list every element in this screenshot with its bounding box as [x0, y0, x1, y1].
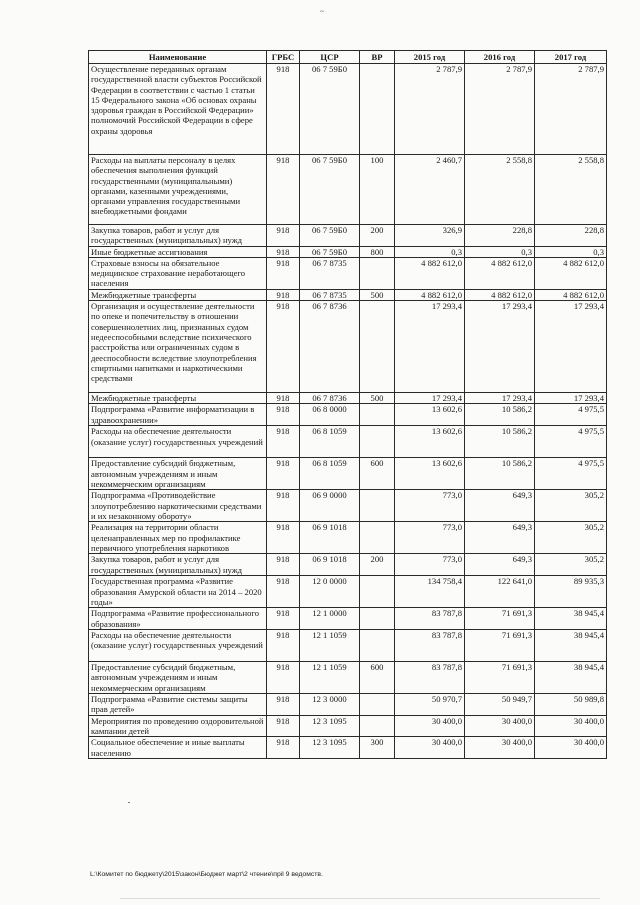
table-row — [89, 737, 607, 759]
cell-name: Осуществление переданных органам государственной власти субъектов Российской Федерации в соответствии с частью 1 статьи 15 Федерального закона «Об основах охраны здоровья граждан в Российской Федерации» полномочий Российской Федерации в сфере охраны здоровья — [89, 64, 267, 155]
cell-grbs: 918 — [267, 225, 300, 247]
cell-name: Расходы на обеспечение деятельности (оказание услуг) государственных учреждений — [89, 426, 267, 458]
table-row — [89, 64, 607, 155]
cell-vr — [360, 426, 395, 458]
table-row — [89, 662, 607, 694]
cell-2015: 326,9 — [395, 225, 465, 247]
cell-grbs: 918 — [267, 155, 300, 225]
cell-2017: 2 787,9 — [535, 64, 607, 155]
cell-csr: 12 3 1095 — [300, 737, 360, 759]
cell-csr: 12 1 1059 — [300, 630, 360, 662]
table-row — [89, 404, 607, 426]
table-row — [89, 554, 607, 576]
cell-vr: 800 — [360, 246, 395, 257]
cell-2017: 17 293,4 — [535, 301, 607, 393]
cell-2016: 10 586,2 — [465, 404, 535, 426]
cell-grbs: 918 — [267, 522, 300, 554]
cell-csr: 06 7 59Б0 — [300, 155, 360, 225]
cell-csr: 06 8 1059 — [300, 426, 360, 458]
cell-grbs: 918 — [267, 301, 300, 393]
cell-grbs: 918 — [267, 426, 300, 458]
cell-2015: 13 602,6 — [395, 426, 465, 458]
cell-csr: 12 1 0000 — [300, 608, 360, 630]
cell-csr: 12 0 0000 — [300, 576, 360, 608]
cell-vr — [360, 257, 395, 289]
cell-vr — [360, 715, 395, 737]
table-row — [89, 289, 607, 300]
bottom-divider — [120, 898, 600, 899]
cell-name: Организация и осуществление деятельности по опеке и попечительству в отношении совершеннолетних лиц, признанных судом недееспособными вследствие психического расстройства или ограниченных судом в дееспособности вследствие злоупотребления спиртными напитками и наркотическими средствами — [89, 301, 267, 393]
cell-name: Подпрограмма «Развитие профессионального образования» — [89, 608, 267, 630]
table-row — [89, 257, 607, 289]
page-mark: ~ — [319, 7, 325, 16]
cell-2017: 4 975,5 — [535, 426, 607, 458]
cell-2015: 83 787,8 — [395, 630, 465, 662]
cell-name: Межбюджетные трансферты — [89, 289, 267, 300]
cell-name: Иные бюджетные ассигнования — [89, 246, 267, 257]
cell-grbs: 918 — [267, 554, 300, 576]
cell-2017: 30 400,0 — [535, 715, 607, 737]
cell-2016: 17 293,4 — [465, 301, 535, 393]
cell-grbs: 918 — [267, 694, 300, 716]
cell-csr: 06 7 59Б0 — [300, 225, 360, 247]
budget-table — [88, 50, 607, 759]
cell-name: Реализация на территории области целенаправленных мер по профилактике первичного употребления наркотиков — [89, 522, 267, 554]
cell-2015: 2 460,7 — [395, 155, 465, 225]
cell-grbs: 918 — [267, 246, 300, 257]
cell-2017: 4 975,5 — [535, 404, 607, 426]
cell-grbs: 918 — [267, 64, 300, 155]
table-row — [89, 522, 607, 554]
cell-2017: 0,3 — [535, 246, 607, 257]
cell-2017: 4 882 612,0 — [535, 257, 607, 289]
cell-2015: 4 882 612,0 — [395, 257, 465, 289]
cell-2015: 773,0 — [395, 490, 465, 522]
cell-2017: 38 945,4 — [535, 608, 607, 630]
cell-2016: 122 641,0 — [465, 576, 535, 608]
stray-mark — [128, 802, 130, 803]
cell-2016: 30 400,0 — [465, 737, 535, 759]
cell-2015: 83 787,8 — [395, 608, 465, 630]
cell-name: Расходы на обеспечение деятельности (оказание услуг) государственных учреждений — [89, 630, 267, 662]
cell-2015: 83 787,8 — [395, 662, 465, 694]
cell-2015: 30 400,0 — [395, 737, 465, 759]
table-row — [89, 490, 607, 522]
table-row — [89, 630, 607, 662]
table-row — [89, 694, 607, 716]
cell-2016: 649,3 — [465, 522, 535, 554]
table-row — [89, 301, 607, 393]
header-vr: ВР — [360, 51, 395, 64]
cell-vr — [360, 608, 395, 630]
cell-grbs: 918 — [267, 257, 300, 289]
cell-2017: 305,2 — [535, 522, 607, 554]
cell-csr: 06 9 1018 — [300, 522, 360, 554]
cell-csr: 06 8 1059 — [300, 458, 360, 490]
cell-name: Подпрограмма «Противодействие злоупотреблению наркотическими средствами и их незаконному обороту» — [89, 490, 267, 522]
cell-vr: 600 — [360, 662, 395, 694]
cell-vr: 200 — [360, 554, 395, 576]
cell-2015: 773,0 — [395, 522, 465, 554]
table-header-row — [89, 51, 607, 64]
cell-csr: 06 7 8736 — [300, 301, 360, 393]
cell-vr: 300 — [360, 737, 395, 759]
cell-name: Расходы на выплаты персоналу в целях обеспечения выполнения функций государственными (муниципальными) органами, казенными учреждениями, органами управления государственными внебюджетными фондами — [89, 155, 267, 225]
cell-vr — [360, 694, 395, 716]
cell-2017: 2 558,8 — [535, 155, 607, 225]
cell-2017: 228,8 — [535, 225, 607, 247]
footer-file-path: L:\Комитет по бюджету\2015\закон\Бюджет март\2 чтение\прil 9 ведомств. — [90, 871, 323, 878]
cell-name: Подпрограмма «Развитие информатизации в здравоохранении» — [89, 404, 267, 426]
cell-2016: 17 293,4 — [465, 393, 535, 404]
cell-2016: 30 400,0 — [465, 715, 535, 737]
cell-csr: 12 1 1059 — [300, 662, 360, 694]
header-2016: 2016 год — [465, 51, 535, 64]
cell-2016: 2 558,8 — [465, 155, 535, 225]
cell-2016: 649,3 — [465, 554, 535, 576]
cell-vr — [360, 630, 395, 662]
cell-csr: 06 7 59Б0 — [300, 246, 360, 257]
cell-2015: 134 758,4 — [395, 576, 465, 608]
cell-2017: 17 293,4 — [535, 393, 607, 404]
cell-2015: 13 602,6 — [395, 404, 465, 426]
cell-vr: 500 — [360, 393, 395, 404]
cell-vr: 100 — [360, 155, 395, 225]
table-row — [89, 715, 607, 737]
cell-2016: 649,3 — [465, 490, 535, 522]
cell-2017: 4 882 612,0 — [535, 289, 607, 300]
cell-vr: 200 — [360, 225, 395, 247]
cell-vr: 600 — [360, 458, 395, 490]
header-2015: 2015 год — [395, 51, 465, 64]
cell-2017: 305,2 — [535, 554, 607, 576]
cell-name: Межбюджетные трансферты — [89, 393, 267, 404]
cell-2017: 38 945,4 — [535, 662, 607, 694]
table-row — [89, 393, 607, 404]
cell-name: Предоставление субсидий бюджетным, автономным учреждениям и иным некоммерческим организациям — [89, 458, 267, 490]
cell-2016: 71 691,3 — [465, 630, 535, 662]
cell-2015: 13 602,6 — [395, 458, 465, 490]
cell-2016: 2 787,9 — [465, 64, 535, 155]
cell-2017: 30 400,0 — [535, 737, 607, 759]
cell-2017: 305,2 — [535, 490, 607, 522]
cell-grbs: 918 — [267, 458, 300, 490]
cell-grbs: 918 — [267, 289, 300, 300]
cell-2015: 50 970,7 — [395, 694, 465, 716]
table-row — [89, 155, 607, 225]
cell-vr — [360, 522, 395, 554]
cell-csr: 12 3 1095 — [300, 715, 360, 737]
cell-csr: 06 7 8736 — [300, 393, 360, 404]
header-grbs: ГРБС — [267, 51, 300, 64]
cell-vr — [360, 64, 395, 155]
table-row — [89, 225, 607, 247]
cell-name: Страховые взносы на обязательное медицинское страхование неработающего населения — [89, 257, 267, 289]
cell-2015: 2 787,9 — [395, 64, 465, 155]
cell-grbs: 918 — [267, 576, 300, 608]
cell-csr: 12 3 0000 — [300, 694, 360, 716]
cell-2016: 0,3 — [465, 246, 535, 257]
cell-name: Государственная программа «Развитие образования Амурской области на 2014 – 2020 годы» — [89, 576, 267, 608]
cell-2016: 10 586,2 — [465, 458, 535, 490]
cell-grbs: 918 — [267, 608, 300, 630]
header-csr: ЦСР — [300, 51, 360, 64]
cell-csr: 06 7 59Б0 — [300, 64, 360, 155]
cell-2016: 228,8 — [465, 225, 535, 247]
table-row — [89, 458, 607, 490]
cell-2015: 30 400,0 — [395, 715, 465, 737]
table-body — [89, 64, 607, 759]
cell-grbs: 918 — [267, 737, 300, 759]
cell-csr: 06 8 0000 — [300, 404, 360, 426]
cell-2015: 773,0 — [395, 554, 465, 576]
cell-2016: 4 882 612,0 — [465, 257, 535, 289]
cell-csr: 06 9 0000 — [300, 490, 360, 522]
cell-2016: 50 949,7 — [465, 694, 535, 716]
cell-csr: 06 7 8735 — [300, 257, 360, 289]
cell-vr — [360, 490, 395, 522]
cell-2015: 17 293,4 — [395, 301, 465, 393]
cell-2017: 50 989,8 — [535, 694, 607, 716]
cell-grbs: 918 — [267, 630, 300, 662]
table-row — [89, 608, 607, 630]
cell-name: Предоставление субсидий бюджетным, автономным учреждениям и иным некоммерческим организациям — [89, 662, 267, 694]
cell-csr: 06 7 8735 — [300, 289, 360, 300]
cell-name: Мероприятия по проведению оздоровительной кампании детей — [89, 715, 267, 737]
cell-2015: 4 882 612,0 — [395, 289, 465, 300]
cell-grbs: 918 — [267, 715, 300, 737]
cell-2017: 4 975,5 — [535, 458, 607, 490]
table-row — [89, 246, 607, 257]
header-name: Наименование — [89, 51, 267, 64]
cell-2017: 38 945,4 — [535, 630, 607, 662]
cell-vr: 500 — [360, 289, 395, 300]
table-row — [89, 576, 607, 608]
cell-2016: 4 882 612,0 — [465, 289, 535, 300]
cell-2016: 71 691,3 — [465, 662, 535, 694]
cell-name: Закупка товаров, работ и услуг для государственных (муниципальных) нужд — [89, 225, 267, 247]
cell-vr — [360, 301, 395, 393]
cell-2015: 0,3 — [395, 246, 465, 257]
cell-vr — [360, 576, 395, 608]
cell-vr — [360, 404, 395, 426]
header-2017: 2017 год — [535, 51, 607, 64]
cell-name: Закупка товаров, работ и услуг для государственных (муниципальных) нужд — [89, 554, 267, 576]
cell-2017: 89 935,3 — [535, 576, 607, 608]
cell-csr: 06 9 1018 — [300, 554, 360, 576]
cell-grbs: 918 — [267, 490, 300, 522]
cell-grbs: 918 — [267, 393, 300, 404]
cell-grbs: 918 — [267, 662, 300, 694]
cell-name: Социальное обеспечение и иные выплаты населению — [89, 737, 267, 759]
cell-2016: 10 586,2 — [465, 426, 535, 458]
table-row — [89, 426, 607, 458]
cell-name: Подпрограмма «Развитие системы защиты прав детей» — [89, 694, 267, 716]
cell-2015: 17 293,4 — [395, 393, 465, 404]
cell-2016: 71 691,3 — [465, 608, 535, 630]
cell-grbs: 918 — [267, 404, 300, 426]
